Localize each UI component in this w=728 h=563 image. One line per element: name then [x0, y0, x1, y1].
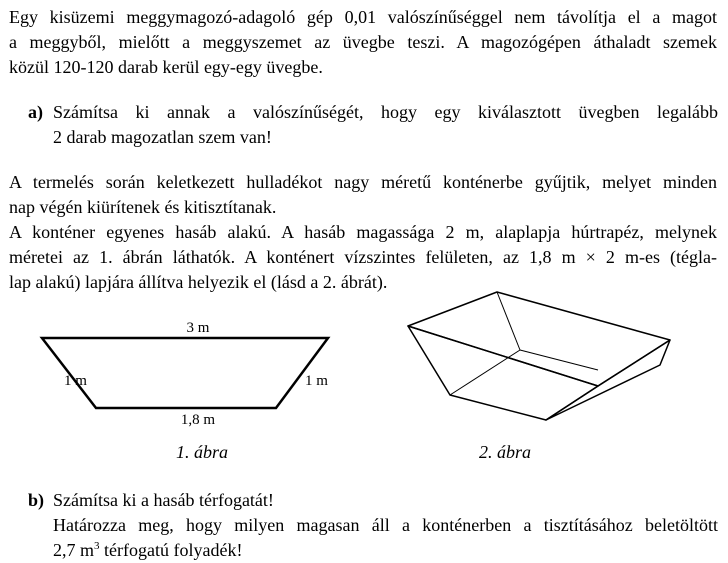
container-paragraph — [9, 170, 717, 295]
container-line-4: méretei az 1. ábrán láthatók. A konténert vízszintes felületen, az 1,8 m × 2 m-es (tégla- — [9, 247, 717, 267]
container-line-1: A termelés során keletkezett hulladékot nagy méretű konténerbe gyűjtik, melyet minden — [9, 172, 717, 192]
trapezoid-left-label: 1 m — [64, 373, 87, 389]
task-b-line-3 — [53, 538, 718, 563]
task-a-line-1: Számítsa ki annak a valószínűségét, hogy egy kiválasztott üvegben legalább — [53, 102, 718, 122]
task-a-label: a) — [28, 102, 43, 122]
task-b-line-2: Határozza meg, hogy milyen magasan áll a konténerben a tisztításához beletöltött — [53, 515, 718, 535]
task-a — [28, 100, 718, 150]
intro-line-1: Egy kisüzemi meggymagozó-adagoló gép 0,01 valószínűséggel nem távolítja el a magot — [9, 7, 717, 27]
intro-line-2: a meggyből, mielőtt a meggyszemet az üvegbe teszi. A magozógépen áthaladt szemek — [9, 32, 717, 52]
container-inner-edge-2 — [520, 350, 598, 370]
figure-1-trapezoid — [0, 300, 360, 430]
container-left-wall — [408, 326, 598, 420]
figure-2-caption: 2. ábra — [479, 442, 532, 462]
container-line-5: lap alakú) lapjára állítva helyezik el (lásd a 2. ábrát). — [9, 272, 388, 292]
figure-1-caption: 1. ábra — [176, 442, 229, 462]
trapezoid-right-label: 1 m — [305, 373, 328, 389]
container-line-3: A konténer egyenes hasáb alakú. A hasáb magassága 2 m, alaplapja húrtrapéz, melynek — [9, 222, 717, 242]
container-right-end — [546, 340, 670, 420]
task-b-label: b) — [28, 490, 45, 510]
task-b — [28, 488, 718, 563]
task-b-volume-value: 2,7 m — [53, 540, 95, 560]
container-inner-edge-1 — [497, 292, 520, 350]
intro-paragraph — [9, 5, 717, 80]
container-inner-edge-3 — [450, 350, 520, 395]
trapezoid-bottom-label: 1,8 m — [180, 412, 216, 428]
task-b-line-3-rest: térfogatú folyadék! — [99, 540, 243, 560]
task-a-line-2: 2 darab magozatlan szem van! — [53, 127, 272, 147]
task-b-volume-exponent: 3 — [94, 540, 100, 552]
container-line-2: nap végén kiürítenek és kitisztítanak. — [9, 197, 277, 217]
intro-line-3: közül 120-120 darab kerül egy-egy üvegbe. — [9, 57, 323, 77]
figure-2-container — [390, 280, 690, 430]
task-b-line-1: Számítsa ki a hasáb térfogatát! — [53, 490, 274, 510]
trapezoid-top-label: 3 m — [186, 320, 210, 336]
